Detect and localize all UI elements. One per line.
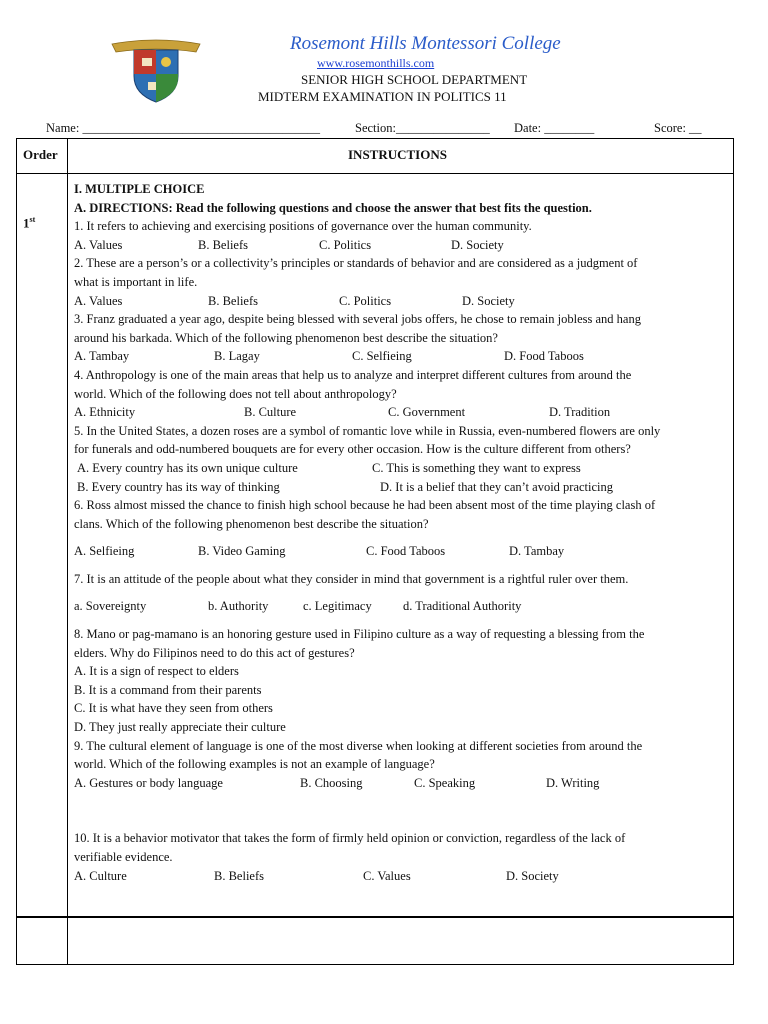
- question-8: 8. Mano or pag-mamano is an honoring gesture used in Filipino culture as a way of requesting a blessing from the elders. Why do Filipinos need to do this act of gestures? A. It is a sign of respect to elders B. It is a command from their parents C. It is what have they seen from others D. They just really appreciate their culture: [74, 625, 734, 737]
- question-5: 5. In the United States, a dozen roses are a symbol of romantic love while in Russia, even-numbered flowers are only for funerals and odd-numbered bouquets are for every other occasion. How is the culture different from others? A. Every country has its own unique culture C. This is something they want to express B. Every country has its way of thinking D. It is a belief that they can’t avoid practicing: [74, 422, 734, 496]
- option[interactable]: D. Tradition: [549, 405, 611, 420]
- question-3: 3. Franz graduated a year ago, despite being blessed with several jobs offers, he chose to remain jobless and hang around his barkada. Which of the following phenomenon best describe the situation? A. Tambay B. Lagay C. Selfieing D. Food Taboos: [74, 310, 734, 366]
- option[interactable]: B. Beliefs: [214, 868, 264, 883]
- option[interactable]: C. Food Taboos: [366, 544, 446, 559]
- question-9: 9. The cultural element of language is one of the most diverse when looking at different societies from around the world. Which of the following examples is not an example of language? A. Gestures or body language B. Choosing C. Speaking D. Writing: [74, 737, 734, 793]
- option[interactable]: B. Video Gaming: [198, 544, 286, 559]
- directions: A. DIRECTIONS: Read the following questions and choose the answer that best fits the question.: [74, 200, 592, 215]
- option[interactable]: A. Culture: [74, 868, 127, 883]
- header-divider: [16, 173, 734, 174]
- option[interactable]: D. Tambay: [509, 544, 565, 559]
- option[interactable]: A. Values: [74, 293, 123, 308]
- option[interactable]: A. Gestures or body language: [74, 775, 223, 790]
- option[interactable]: B. Every country has its way of thinking: [77, 479, 280, 494]
- option[interactable]: C. It is what have they seen from others: [74, 701, 273, 716]
- option[interactable]: A. Every country has its own unique culture: [77, 460, 298, 475]
- option[interactable]: D. They just really appreciate their culture: [74, 720, 286, 735]
- college-logo: [110, 38, 202, 104]
- option[interactable]: D. It is a belief that they can’t avoid practicing: [380, 479, 614, 494]
- option[interactable]: A. Values: [74, 237, 123, 252]
- option[interactable]: B. Choosing: [300, 775, 363, 790]
- option[interactable]: A. Ethnicity: [74, 405, 136, 420]
- option[interactable]: b. Authority: [208, 599, 269, 614]
- section-field[interactable]: Section:_______________: [355, 121, 490, 135]
- option[interactable]: A. Selfieing: [74, 544, 135, 559]
- question-6: 6. Ross almost missed the chance to finish high school because he had been absent most of the time playing clash of clans. Which of the following phenomenon best describe the situation? A. Selfieing B. Video Gaming C. Food Taboos D. Tambay: [74, 496, 734, 561]
- order-header: Order: [23, 147, 58, 162]
- exam-title: MIDTERM EXAMINATION IN POLITICS 11: [258, 89, 507, 104]
- website-link[interactable]: www.rosemonthills.com: [317, 56, 435, 70]
- department-title: SENIOR HIGH SCHOOL DEPARTMENT: [301, 72, 528, 87]
- question-2: 2. These are a person’s or a collectivity’s principles or standards of behavior and are considered as a judgment of what is important in life. A. Values B. Beliefs C. Politics D. Society: [74, 254, 734, 310]
- option[interactable]: C. Politics: [339, 293, 392, 308]
- part-title: I. MULTIPLE CHOICE: [74, 182, 205, 196]
- order-number: 1st: [23, 215, 36, 231]
- option[interactable]: C. Government: [388, 405, 466, 420]
- question-7: 7. It is an attitude of the people about what they consider in mind that government is a rightful ruler over them. a. Sovereignty b. Authority c. Legitimacy d. Traditional Authority: [74, 570, 734, 616]
- option[interactable]: B. Beliefs: [208, 293, 258, 308]
- question-10: 10. It is a behavior motivator that takes the form of firmly held opinion or conviction, regardless of the lack of verifiable evidence. A. Culture B. Beliefs C. Values D. Society: [74, 829, 734, 885]
- option[interactable]: D. Society: [462, 293, 515, 308]
- option[interactable]: B. It is a command from their parents: [74, 682, 262, 697]
- option[interactable]: C. Politics: [319, 237, 372, 252]
- option[interactable]: d. Traditional Authority: [403, 599, 522, 614]
- option[interactable]: A. It is a sign of respect to elders: [74, 664, 239, 679]
- score-field[interactable]: Score: __: [654, 121, 702, 135]
- option[interactable]: B. Lagay: [214, 349, 260, 364]
- option[interactable]: A. Tambay: [74, 349, 130, 364]
- option[interactable]: D. Writing: [546, 775, 600, 790]
- option[interactable]: C. This is something they want to express: [372, 460, 581, 475]
- option[interactable]: C. Speaking: [414, 775, 476, 790]
- exam-content: [74, 180, 734, 885]
- option[interactable]: D. Society: [506, 868, 559, 883]
- option[interactable]: c. Legitimacy: [303, 599, 372, 614]
- option[interactable]: B. Beliefs: [198, 237, 248, 252]
- option[interactable]: a. Sovereignty: [74, 599, 147, 614]
- question-1: 1. It refers to achieving and exercising positions of governance over the human community. A. Values B. Beliefs C. Politics D. Society: [74, 217, 734, 254]
- option[interactable]: C. Values: [363, 868, 411, 883]
- footer-divider: [16, 916, 734, 918]
- option[interactable]: D. Society: [451, 237, 504, 252]
- option[interactable]: C. Selfieing: [352, 349, 412, 364]
- option[interactable]: D. Food Taboos: [504, 349, 584, 364]
- order-column-divider: [67, 138, 68, 965]
- college-name: Rosemont Hills Montessori College: [290, 33, 561, 54]
- instructions-header: INSTRUCTIONS: [348, 147, 447, 162]
- date-field[interactable]: Date: ________: [514, 121, 595, 135]
- name-field[interactable]: Name: ______________________________________: [46, 121, 320, 135]
- question-4: 4. Anthropology is one of the main areas that help us to analyze and interpret different cultures from around the world. Which of the following does not tell about anthropology? A. Ethnicity B. Culture C. Government D. Tradition: [74, 366, 734, 422]
- option[interactable]: B. Culture: [244, 405, 297, 420]
